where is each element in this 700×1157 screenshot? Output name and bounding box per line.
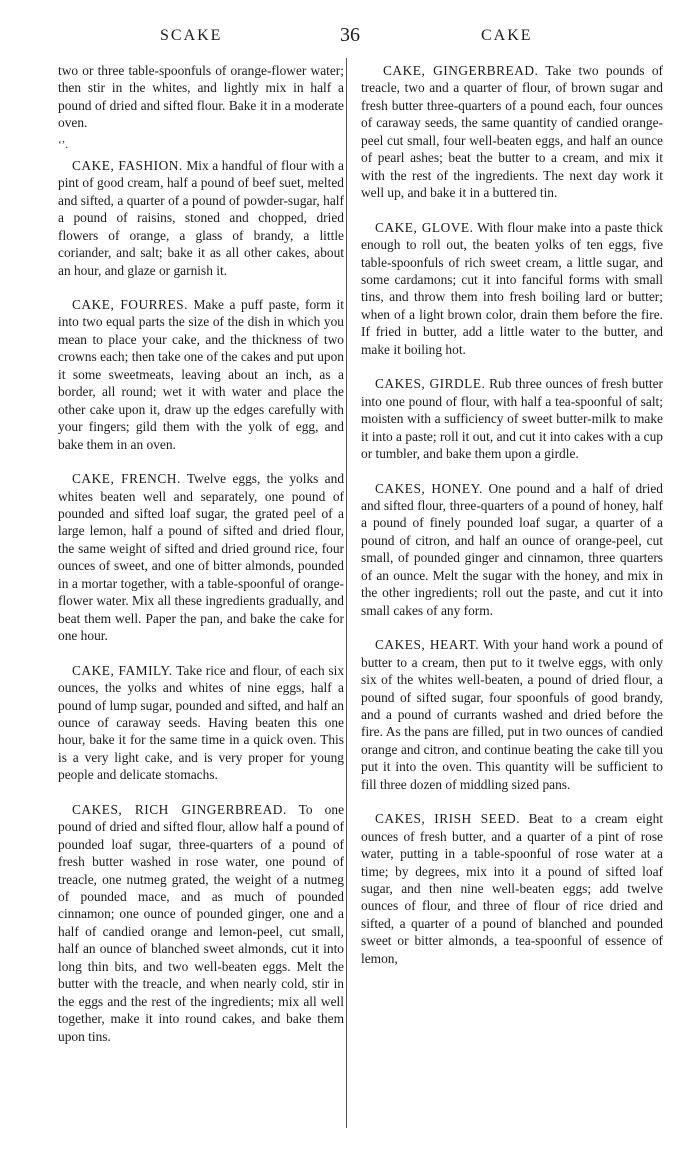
page-number: 36 (340, 24, 360, 46)
recipe-title: CAKES, RICH GINGERBREAD. (72, 801, 287, 817)
recipe-title: CAKES, GIRDLE. (375, 376, 486, 392)
recipe-title: CAKE, GLOVE. (375, 219, 474, 235)
recipe-title: CAKE, FASHION. (72, 157, 183, 173)
recipe-entry-cake-family (58, 662, 344, 784)
recipe-text: Make a puff paste, form it into two equal parts the size of the dish in which you mean to place your cake, and the thickness of two crowns each; then take one of the cakes and put upon it some sweetmeats, leaving about an inch, as a border, all round; wet it with water and place the other cake upon it, draw up the edges carefully with your fingers; gild them with the yolk of egg, and bake them in an oven. (58, 296, 344, 452)
recipe-entry-cakes-honey (361, 480, 663, 620)
recipe-text: Twelve eggs, the yolks and whites beaten well and separately, one pound of pounded and sifted loaf sugar, the grated peel of a large lemon, half a pound of sifted and dried flour, the same weight of sifted and dried ground rice, four ounces of sweet, and one of bitter almonds, pounded in a mortar together, with a table-spoonful of orange-flower water. Mix all these ingredients gradually, and beat them well. Paper the pan, and bake the cake for one hour. (58, 471, 345, 644)
recipe-title: CAKE, FAMILY. (72, 662, 173, 678)
recipe-text: Take two pounds of treacle, two and a quarter of flour, of brown sugar and fresh butter three-quarters of a pound each, four ounces of caraway seeds, the same quantity of candied orange-peel cut small, four well-beaten eggs, and half an ounce of pearl ashes; beat the butter to a cream, and mix it with the rest of the ingredients. The next day work it well up, and bake it in a buttered tin. (361, 63, 663, 201)
recipe-entry-cake-gingerbread (361, 62, 663, 202)
recipe-title: CAKES, HONEY. (375, 480, 483, 496)
recipe-text: To one pound of dried and sifted flour, allow half a pound of pounded loaf sugar, three-quarters of a pound of fresh butter washed in rose water, one pound of treacle, one nutmeg grated, the weight of a nutmeg of pounded mace, and as much of pounded cinnamon; one ounce of pounded ginger, one and a half of candied orange and lemon-peel, cut small, half an ounce of blanched sweet almonds, cut it into long thin bits, and two well-beaten eggs. Melt the butter with the treacle, and when nearly cold, stir in the eggs and the rest of the ingredients; mix all well together, make it into round cakes, and bake them upon tins. (58, 801, 345, 1044)
left-column (58, 62, 344, 1062)
recipe-entry-cakes-rich-gingerbread (58, 801, 344, 1045)
running-header (0, 24, 700, 53)
recipe-text: Beat to a cream eight ounces of fresh butter, and a quarter of a pint of rose water, putting in a table-spoonful of rose water at a time; by degrees, mix into it a pound of sifted loaf sugar, and then nine well-beaten eggs; add twelve ounces of flour, and three of flour of rice dried and sifted, a quarter of a pound of blanched and pounded sweet or bitter almonds, a tea-spoonful of essence of lemon, (361, 811, 663, 966)
recipe-title: CAKE, GINGERBREAD. (383, 63, 539, 78)
recipe-text: One pound and a half of dried and sifted flour, three-quarters of a pound of honey, half a pound of finely pounded loaf sugar, a quarter of a pound of citron, and half an ounce of orange-peel, cut small, of pounded ginger and cinnamon, three quarters of an ounce. Melt the sugar with the honey, and mix in the other ingredients; roll out the paste, and cut it into small cakes of any form. (361, 480, 663, 618)
header-left-word: SCAKE (160, 27, 223, 44)
recipe-title: CAKES, IRISH SEED. (375, 811, 521, 827)
continued-recipe-text: two or three table-spoonfuls of orange-flower water; then stir in the whites, and lightly mix in half a pound of dried and sifted flour. Bake it in a moderate oven. (58, 63, 344, 131)
recipe-text: Mix a handful of flour with a pint of good cream, half a pound of beef suet, melted and sifted, a quarter of a pound of powder-sugar, half a pound of raisins, stoned and chopped, dried flowers of orange, a glass of brandy, a little coriander, and salt; bake it as all other cakes, about an hour, and glaze or garnish it. (58, 157, 344, 278)
recipe-text: Rub three ounces of fresh butter into one pound of flour, with half a tea-spoonful of salt; moisten with a sufficiency of sweet butter-milk to make it into a paste; roll it out, and cut it into cakes with a cup or tumbler, and bake them upon a girdle. (361, 376, 663, 462)
recipe-entry-cake-glove (361, 219, 663, 359)
recipe-text: Take rice and flour, of each six ounces, the yolks and whites of nine eggs, half a pound of lump sugar, pounded and sifted, and half an ounce of caraway seeds. Having beaten this one hour, bake it for the same time in a quick oven. This is a very light cake, and is very proper for young people and delicate stomachs. (58, 662, 345, 783)
recipe-title: CAKE, FRENCH. (72, 471, 181, 487)
recipe-text: With your hand work a pound of butter to a cream, then put to it twelve eggs, with only six of the whites well-beaten, a pound of dried flour, a pound of sifted sugar, four spoonfuls of good brandy, and a pound of currants washed and dried before the fire. As the pans are filled, put in two ounces of candied orange and citron, and continue beating the cake till you put it into the oven. This quantity will be sufficient to fill three dozen of middling sized pans. (361, 637, 663, 792)
stray-print-mark: ‘’. (58, 138, 69, 151)
recipe-entry-cake-fashion (58, 157, 344, 279)
recipe-entry-cakes-heart (361, 636, 663, 793)
right-column (361, 62, 663, 984)
recipe-title: CAKES, HEART. (375, 637, 480, 653)
recipe-text: With flour make into a paste thick enough to roll out, the beaten yolks of ten eggs, five table-spoonfuls of rich sweet cream, a little sugar, and some cardamons; cut it into fanciful forms with small tins, and throw them into fresh boiling lard or butter; when of a light brown color, drain them before the fire. If fried in butter, add a little water to the butter, and make it boiling hot. (361, 219, 664, 357)
column-divider (346, 58, 347, 1128)
recipe-entry-cake-french (58, 470, 344, 645)
recipe-entry-cakes-girdle (361, 375, 663, 462)
header-right-word: CAKE (481, 27, 533, 44)
recipe-entry-cakes-irish-seed (361, 810, 663, 967)
recipe-entry-cake-fourres (58, 296, 344, 453)
recipe-title: CAKE, FOURRES. (72, 296, 188, 312)
